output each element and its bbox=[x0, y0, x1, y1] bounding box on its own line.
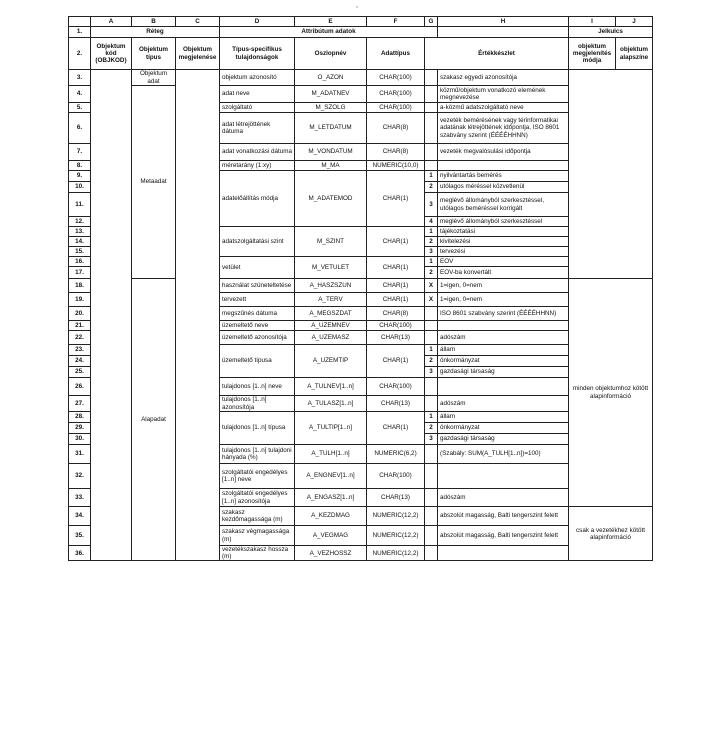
header-objektum-kod: Objektum kód (OBJKOD) bbox=[91, 38, 132, 70]
data-type-cell: CHAR(100) bbox=[367, 70, 425, 86]
value-set-cell: 1=igen, 0=nem bbox=[438, 293, 569, 307]
col-letter: H bbox=[438, 17, 569, 27]
col-letter: D bbox=[220, 17, 295, 27]
value-code-cell bbox=[425, 113, 438, 144]
data-type-cell: NUMERIC(6,2) bbox=[367, 445, 425, 464]
column-name-cell: M_SZINT bbox=[295, 227, 367, 257]
property-cell: tulajdonos [1..n] tulajdoni hányada (%) bbox=[220, 445, 295, 464]
row-number: 28. bbox=[69, 412, 91, 423]
value-code-cell bbox=[425, 307, 438, 321]
row-number: 22. bbox=[69, 331, 91, 345]
value-code-cell bbox=[425, 396, 438, 412]
data-type-cell: CHAR(13) bbox=[367, 396, 425, 412]
column-name-cell: M_MA bbox=[295, 161, 367, 171]
property-cell: adat neve bbox=[220, 86, 295, 103]
value-code-cell bbox=[425, 546, 438, 561]
row-number: 23. bbox=[69, 345, 91, 356]
value-set-cell: szakasz egyedi azonosítója bbox=[438, 70, 569, 86]
column-name-cell: A_UZEMNEV bbox=[295, 321, 367, 331]
value-code-cell: X bbox=[425, 293, 438, 307]
col-letter: C bbox=[176, 17, 220, 27]
data-type-cell: CHAR(1) bbox=[367, 257, 425, 279]
column-name-cell: A_KEZDMAG bbox=[295, 507, 367, 526]
value-code-cell bbox=[425, 103, 438, 113]
data-type-cell: CHAR(13) bbox=[367, 489, 425, 507]
column-letter-row bbox=[69, 17, 653, 27]
data-type-cell: CHAR(1) bbox=[367, 171, 425, 227]
value-set-cell: állam bbox=[438, 345, 569, 356]
value-set-cell bbox=[438, 464, 569, 489]
value-code-cell bbox=[425, 161, 438, 171]
column-name-cell: A_TULNEV[1..n] bbox=[295, 378, 367, 396]
value-set-cell: utólagos méréssel közvetlenül bbox=[438, 182, 569, 193]
property-cell: adatszolgáltatási szint bbox=[220, 227, 295, 257]
header-ertekkeszlet: Értékkészlet bbox=[425, 38, 569, 70]
property-cell: megszűnés dátuma bbox=[220, 307, 295, 321]
value-code-cell: 2 bbox=[425, 423, 438, 434]
column-name-cell: M_LETDATUM bbox=[295, 113, 367, 144]
value-code-cell: 3 bbox=[425, 367, 438, 378]
value-code-cell: 3 bbox=[425, 193, 438, 217]
col-letter: F bbox=[367, 17, 425, 27]
col-letter: E bbox=[295, 17, 367, 27]
value-set-cell: gazdasági társaság bbox=[438, 367, 569, 378]
value-code-cell: 1 bbox=[425, 227, 438, 237]
row-number: 17. bbox=[69, 267, 91, 279]
column-name-cell: M_VETULET bbox=[295, 257, 367, 279]
header-empty bbox=[438, 27, 569, 38]
row-number: 20. bbox=[69, 307, 91, 321]
column-name-cell: A_ENGNEV[1..n] bbox=[295, 464, 367, 489]
property-cell: objektum azonosító bbox=[220, 70, 295, 86]
row-number: 21. bbox=[69, 321, 91, 331]
row-number: 8. bbox=[69, 161, 91, 171]
row-number: 3. bbox=[69, 70, 91, 86]
value-code-cell bbox=[425, 331, 438, 345]
row-number: 5. bbox=[69, 103, 91, 113]
property-cell: vetület bbox=[220, 257, 295, 279]
header-adattipus: Adattípus bbox=[367, 38, 425, 70]
value-code-cell: 2 bbox=[425, 237, 438, 247]
value-set-cell bbox=[438, 378, 569, 396]
data-type-cell: CHAR(1) bbox=[367, 345, 425, 378]
data-type-cell: CHAR(100) bbox=[367, 321, 425, 331]
row-number: 7. bbox=[69, 144, 91, 161]
header-objektum-megjelenese: Objektum megjelenése bbox=[176, 38, 220, 70]
column-name-cell: A_VEGMAG bbox=[295, 526, 367, 546]
objektum-kod-cell bbox=[91, 70, 132, 561]
value-set-cell: meglévő állományból szerkesztéssel, utólagos beméréssel korrigált bbox=[438, 193, 569, 217]
data-type-cell: CHAR(1) bbox=[367, 412, 425, 445]
row-number: 2. bbox=[69, 38, 91, 70]
data-type-cell: CHAR(8) bbox=[367, 144, 425, 161]
value-set-cell: gazdasági társaság bbox=[438, 434, 569, 445]
row-number: 32. bbox=[69, 464, 91, 489]
column-name-cell: A_UZEMTIP bbox=[295, 345, 367, 378]
value-set-cell: tájékoztatási bbox=[438, 227, 569, 237]
row-number: 11. bbox=[69, 193, 91, 217]
header-reteg: Réteg bbox=[91, 27, 220, 38]
value-set-cell: ISO 8601 szabvány szerint (ÉÉÉÉHHNN) bbox=[438, 307, 569, 321]
column-name-cell: M_ADATNEV bbox=[295, 86, 367, 103]
value-code-cell: X bbox=[425, 279, 438, 293]
value-code-cell bbox=[425, 464, 438, 489]
value-code-cell bbox=[425, 321, 438, 331]
property-cell: méretarány (1:xy) bbox=[220, 161, 295, 171]
row-number: 34. bbox=[69, 507, 91, 526]
col-letter: A bbox=[91, 17, 132, 27]
header-row-1 bbox=[69, 27, 653, 38]
objektum-tipus-alapadat: Alapadat bbox=[132, 279, 176, 561]
header-attributum: Attribútum adatok bbox=[220, 27, 438, 38]
value-set-cell bbox=[438, 161, 569, 171]
value-code-cell: 2 bbox=[425, 267, 438, 279]
data-type-cell: CHAR(100) bbox=[367, 464, 425, 489]
value-set-cell: vezeték bemérésének vagy térinformatikai adatának létrejöttének időpontja, ISO 8601 szabvány szerint (ÉÉÉÉHHNN) bbox=[438, 113, 569, 144]
value-code-cell: 1 bbox=[425, 412, 438, 423]
property-cell: üzemeltető típusa bbox=[220, 345, 295, 378]
column-name-cell: M_SZOLG bbox=[295, 103, 367, 113]
row-number: 31. bbox=[69, 445, 91, 464]
data-type-cell: CHAR(1) bbox=[367, 227, 425, 257]
value-set-cell: önkormányzat bbox=[438, 423, 569, 434]
row-number: 13. bbox=[69, 227, 91, 237]
objektum-tipus-objektum-adat: Objektum adat bbox=[132, 70, 176, 86]
row-number: 12. bbox=[69, 217, 91, 227]
data-type-cell: NUMERIC(12,2) bbox=[367, 526, 425, 546]
col-letter: B bbox=[132, 17, 176, 27]
header-jelkulcs: Jelkulcs bbox=[569, 27, 653, 38]
row-number: 26. bbox=[69, 378, 91, 396]
value-set-cell: tervezési bbox=[438, 247, 569, 257]
column-name-cell: A_VEZHOSSZ bbox=[295, 546, 367, 561]
data-type-cell: CHAR(100) bbox=[367, 86, 425, 103]
attribute-table bbox=[68, 16, 653, 561]
property-cell: üzemeltető neve bbox=[220, 321, 295, 331]
value-set-cell: vezeték megvalósulási időpontja bbox=[438, 144, 569, 161]
data-type-cell: CHAR(100) bbox=[367, 103, 425, 113]
row-number: 36. bbox=[69, 546, 91, 561]
column-name-cell: M_VONDATUM bbox=[295, 144, 367, 161]
value-code-cell: 4 bbox=[425, 217, 438, 227]
value-set-cell: nyilvántartás bemérés bbox=[438, 171, 569, 182]
row-number: 14. bbox=[69, 237, 91, 247]
data-type-cell: CHAR(100) bbox=[367, 378, 425, 396]
property-cell: üzemeltető azonosítója bbox=[220, 331, 295, 345]
value-code-cell bbox=[425, 507, 438, 526]
value-set-cell bbox=[438, 546, 569, 561]
column-name-cell: A_UZEMASZ bbox=[295, 331, 367, 345]
col-letter: J bbox=[616, 17, 653, 27]
row-number: 18. bbox=[69, 279, 91, 293]
value-set-cell: a-közmű adatszolgáltató neve bbox=[438, 103, 569, 113]
column-name-cell: M_ADATEMOD bbox=[295, 171, 367, 227]
data-type-cell: NUMERIC(12,2) bbox=[367, 546, 425, 561]
table-body bbox=[69, 17, 653, 561]
value-code-cell bbox=[425, 378, 438, 396]
row-number: 30. bbox=[69, 434, 91, 445]
row-number: 25. bbox=[69, 367, 91, 378]
value-set-cell: állam bbox=[438, 412, 569, 423]
property-cell: szakasz végmagassága (m) bbox=[220, 526, 295, 546]
row-number: 24. bbox=[69, 356, 91, 367]
column-name-cell: A_TULH[1..n] bbox=[295, 445, 367, 464]
value-code-cell bbox=[425, 526, 438, 546]
page-mark: , bbox=[356, 2, 358, 9]
value-set-cell: EOV-ba konvertált bbox=[438, 267, 569, 279]
value-set-cell: adószám bbox=[438, 489, 569, 507]
value-set-cell: adószám bbox=[438, 396, 569, 412]
value-set-cell: közmű/objektum vonatkozó elemének megnevezése bbox=[438, 86, 569, 103]
value-set-cell: abszolút magasság, Balti tengerszint felett bbox=[438, 526, 569, 546]
column-name-cell: A_HASZSZUN bbox=[295, 279, 367, 293]
property-cell: adatelőállítás módja bbox=[220, 171, 295, 227]
property-cell: tulajdonos [1..n] neve bbox=[220, 378, 295, 396]
column-name-cell: A_TULASZ[1..n] bbox=[295, 396, 367, 412]
header-objektum-tipus: Objektum típus bbox=[132, 38, 176, 70]
value-set-cell: abszolút magasság, Balti tengerszint felett bbox=[438, 507, 569, 526]
data-type-cell: CHAR(1) bbox=[367, 279, 425, 293]
data-type-cell: NUMERIC(12,2) bbox=[367, 507, 425, 526]
value-code-cell bbox=[425, 144, 438, 161]
data-type-cell: CHAR(8) bbox=[367, 307, 425, 321]
property-cell: szolgáltató bbox=[220, 103, 295, 113]
header-oszlopnev: Oszlopnév bbox=[295, 38, 367, 70]
col-letter: I bbox=[569, 17, 616, 27]
row-number: 6. bbox=[69, 113, 91, 144]
row-number: 33. bbox=[69, 489, 91, 507]
row-number: 35. bbox=[69, 526, 91, 546]
table-row bbox=[69, 279, 653, 293]
property-cell: használat szüneteltetése bbox=[220, 279, 295, 293]
value-set-cell: kivitelezési bbox=[438, 237, 569, 247]
jelkulcs-info-2: csak a vezetékhez kötött alapinformáció bbox=[569, 507, 653, 561]
value-code-cell: 1 bbox=[425, 345, 438, 356]
value-set-cell: önkormányzat bbox=[438, 356, 569, 367]
row-number: 10. bbox=[69, 182, 91, 193]
row-number: 16. bbox=[69, 257, 91, 267]
property-cell: tulajdonos [1..n] azonosítója bbox=[220, 396, 295, 412]
column-name-cell: O_AZON bbox=[295, 70, 367, 86]
row-number: 15. bbox=[69, 247, 91, 257]
value-code-cell bbox=[425, 445, 438, 464]
jelkulcs-empty bbox=[569, 70, 653, 279]
property-cell: adat létrejöttének dátuma bbox=[220, 113, 295, 144]
objektum-megjelenese-cell bbox=[176, 70, 220, 561]
value-code-cell: 1 bbox=[425, 257, 438, 267]
value-set-cell: (Szabály: SUM(A_TULH[1..n])=100) bbox=[438, 445, 569, 464]
objektum-tipus-metaadat: Metaadat bbox=[132, 86, 176, 279]
header-row-2 bbox=[69, 38, 653, 70]
value-set-cell: EOV bbox=[438, 257, 569, 267]
property-cell: tulajdonos [1..n] típusa bbox=[220, 412, 295, 445]
property-cell: szakasz kezdőmagassága (m) bbox=[220, 507, 295, 526]
row-number: 1. bbox=[69, 27, 91, 38]
value-code-cell bbox=[425, 489, 438, 507]
header-megjelenites-modja: objektum megjelenítés módja bbox=[569, 38, 616, 70]
column-name-cell: A_TERV bbox=[295, 293, 367, 307]
jelkulcs-info-1: minden objektumhoz kötött alapinformáció bbox=[569, 279, 653, 507]
value-set-cell: adószám bbox=[438, 331, 569, 345]
column-name-cell: A_TULTIP[1..n] bbox=[295, 412, 367, 445]
column-name-cell: A_ENGASZ[1..n] bbox=[295, 489, 367, 507]
value-code-cell: 2 bbox=[425, 182, 438, 193]
header-alapszin: objektum alapszíne bbox=[616, 38, 653, 70]
table-row bbox=[69, 70, 653, 86]
value-code-cell: 1 bbox=[425, 171, 438, 182]
data-type-cell: CHAR(1) bbox=[367, 293, 425, 307]
col-letter: G bbox=[425, 17, 438, 27]
data-type-cell: NUMERIC(10,0) bbox=[367, 161, 425, 171]
data-type-cell: CHAR(13) bbox=[367, 331, 425, 345]
column-name-cell: A_MEGSZDAT bbox=[295, 307, 367, 321]
value-code-cell: 3 bbox=[425, 247, 438, 257]
value-set-cell: meglévő állományból szerkesztéssel bbox=[438, 217, 569, 227]
value-set-cell: 1=igen, 0=nem bbox=[438, 279, 569, 293]
row-number: 29. bbox=[69, 423, 91, 434]
property-cell: adat vonatkozási dátuma bbox=[220, 144, 295, 161]
property-cell: tervezett bbox=[220, 293, 295, 307]
row-number: 4. bbox=[69, 86, 91, 103]
property-cell: vezetékszakasz hossza (m) bbox=[220, 546, 295, 561]
row-number: 27. bbox=[69, 396, 91, 412]
value-set-cell bbox=[438, 321, 569, 331]
table-row bbox=[69, 86, 653, 103]
value-code-cell bbox=[425, 86, 438, 103]
property-cell: szolgáltatói engedélyes [1..n] neve bbox=[220, 464, 295, 489]
corner-cell bbox=[69, 17, 91, 27]
row-number: 19. bbox=[69, 293, 91, 307]
row-number: 9. bbox=[69, 171, 91, 182]
value-code-cell: 2 bbox=[425, 356, 438, 367]
value-code-cell: 3 bbox=[425, 434, 438, 445]
value-code-cell bbox=[425, 70, 438, 86]
data-type-cell: CHAR(8) bbox=[367, 113, 425, 144]
property-cell: szolgáltatói engedélyes [1..n] azonosítója bbox=[220, 489, 295, 507]
header-tulajdonsagok: Típus-specifikus tulajdonságok bbox=[220, 38, 295, 70]
